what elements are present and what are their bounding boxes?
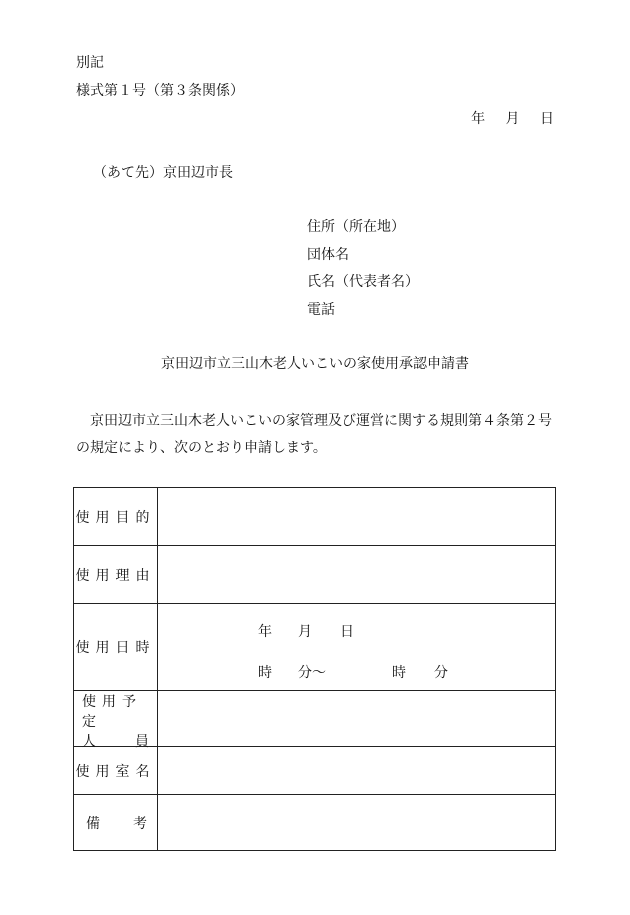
reason-field[interactable] xyxy=(158,546,556,604)
applicant-address-label: 住所（所在地） xyxy=(307,219,405,235)
application-form-table xyxy=(73,487,556,851)
document-title: 京田辺市立三山木老人いこいの家使用承認申請書 xyxy=(161,356,469,372)
table-row-purpose xyxy=(74,488,556,546)
table-row-people xyxy=(74,691,556,747)
room-field[interactable] xyxy=(158,747,556,795)
form-number: 様式第１号（第３条関係） xyxy=(76,83,244,99)
datetime-hour-from: 時 xyxy=(258,665,272,681)
purpose-label: 使用目的 xyxy=(74,488,158,546)
datetime-minute-from: 分〜 xyxy=(298,665,326,681)
remarks-label-char-b: 考 xyxy=(133,815,147,832)
remarks-label-char-a: 備 xyxy=(86,815,100,832)
people-label-line2 xyxy=(82,731,149,751)
datetime-minute-to: 分 xyxy=(434,665,448,681)
people-label xyxy=(74,691,158,750)
date-year: 年 xyxy=(471,111,486,127)
date-month: 月 xyxy=(505,111,520,127)
table-row-reason xyxy=(74,546,556,604)
people-label-char-a: 人 xyxy=(82,734,96,750)
table-row-datetime xyxy=(74,604,556,691)
datetime-label: 使用日時 xyxy=(74,604,158,691)
applicant-phone-label: 電話 xyxy=(307,302,335,318)
people-label-char-b: 員 xyxy=(135,734,149,750)
table-row-room xyxy=(74,747,556,795)
room-label: 使用室名 xyxy=(74,747,158,795)
people-label-line1: 使用予定 xyxy=(82,694,142,730)
datetime-month: 月 xyxy=(298,624,312,640)
date-day: 日 xyxy=(540,111,554,127)
body-text: 京田辺市立三山木老人いこいの家管理及び運営に関する規則第４条第２号の規定により、次のとおり申請します。 xyxy=(76,413,552,456)
applicant-name-label: 氏名（代表者名） xyxy=(307,274,419,290)
appendix-label: 別記 xyxy=(76,55,104,71)
people-field[interactable] xyxy=(158,691,556,747)
applicant-organization-label: 団体名 xyxy=(307,247,349,263)
date-line xyxy=(459,110,554,128)
table-row-remarks xyxy=(74,795,556,851)
datetime-hour-to: 時 xyxy=(392,665,406,681)
datetime-year: 年 xyxy=(258,624,272,640)
remarks-field[interactable] xyxy=(158,795,556,851)
datetime-field[interactable] xyxy=(158,604,556,691)
purpose-field[interactable] xyxy=(158,488,556,546)
reason-label: 使用理由 xyxy=(74,546,158,604)
datetime-day: 日 xyxy=(340,624,354,640)
remarks-label xyxy=(74,795,158,851)
addressee: （あて先）京田辺市長 xyxy=(93,165,233,181)
